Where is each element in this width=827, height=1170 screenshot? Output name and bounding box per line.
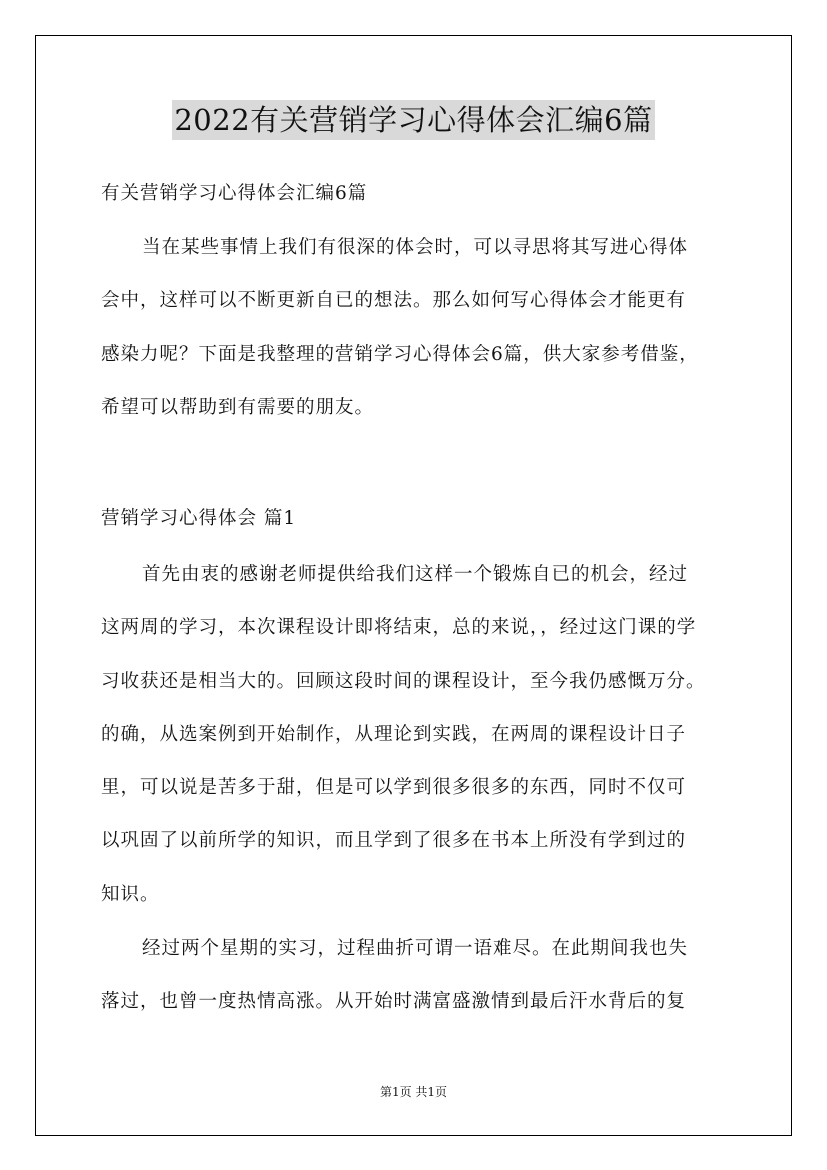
section-heading: 营销学习心得体会 篇1 [101,508,297,529]
intro-paragraph [101,221,729,434]
paragraph-line: 以巩固了以前所学的知识，而且学到了很多在书本上所没有学到过的 [101,830,687,852]
section1-paragraph-1 [101,548,729,921]
paragraph-line: 知识。 [101,883,160,905]
section1-paragraph-2 [101,922,729,1029]
paragraph-line: 落过，也曾一度热情高涨。从开始时满富盛激情到最后汗水背后的复 [101,991,687,1013]
paragraph-line: 里，可以说是苦多于甜，但是可以学到很多很多的东西，同时不仅可 [101,777,687,799]
paragraph-line: 习收获还是相当大的。回顾这段时间的课程设计，至今我仍感慨万分。 [101,670,706,692]
paragraph-line: 的确，从选案例到开始制作，从理论到实践，在两周的课程设计日子 [101,723,687,745]
document-subtitle: 有关营销学习心得体会汇编6篇 [101,183,368,204]
document-title: 2022有关营销学习心得体会汇编6篇 [172,100,654,140]
paragraph-line: 经过两个星期的实习，过程曲折可谓一语难尽。在此期间我也失 [142,938,689,959]
paragraph-line: 首先由衷的感谢老师提供给我们这样一个锻炼自已的机会，经过 [142,564,689,585]
paragraph-line: 希望可以帮助到有需要的朋友。 [101,396,375,418]
paragraph-line: 会中，这样可以不断更新自已的想法。那么如何写心得体会才能更有 [101,290,687,312]
page-footer: 第1页 共1页 [379,1085,448,1099]
paragraph-line: 感染力呢？下面是我整理的营销学习心得体会6篇，供大家参考借鉴， [101,343,699,365]
paragraph-line: 这两周的学习，本次课程设计即将结束，总的来说，，经过这门课的学 [101,617,697,639]
paragraph-line: 当在某些事情上我们有很深的体会时，可以寻思将其写进心得体 [142,237,689,258]
title-wrapper [0,100,827,140]
